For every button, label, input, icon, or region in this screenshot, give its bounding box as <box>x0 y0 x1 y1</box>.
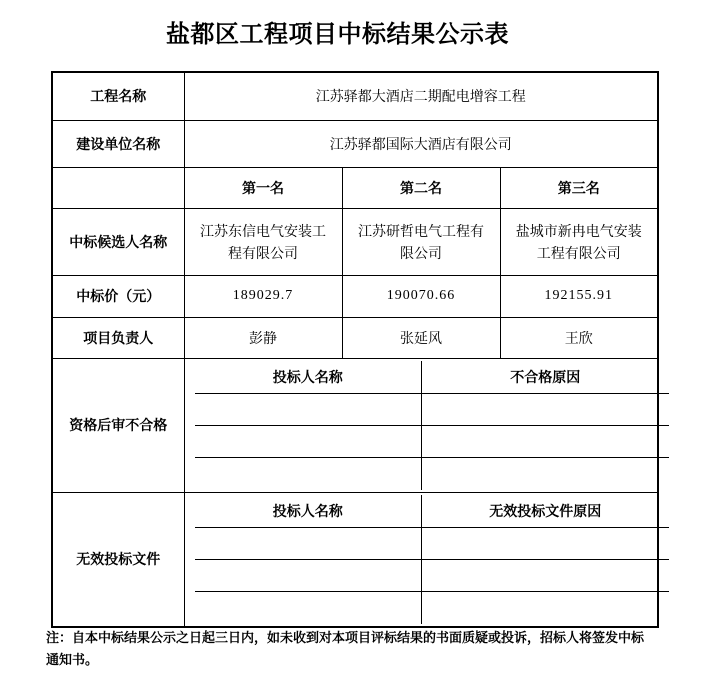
project-name-row <box>52 72 658 120</box>
empty-cell <box>422 592 669 624</box>
bid-results-table <box>51 71 659 628</box>
invalid-bidder-header: 投标人名称 <box>195 495 422 528</box>
empty-cell <box>195 394 422 426</box>
bid-price-third: 192155.91 <box>500 275 658 317</box>
candidates-row <box>52 208 658 275</box>
project-manager-label: 项目负责人 <box>52 317 184 358</box>
candidates-label: 中标候选人名称 <box>52 208 184 275</box>
bid-price-first: 189029.7 <box>184 275 342 317</box>
bid-price-row <box>52 275 658 317</box>
disqualified-header-row <box>195 361 669 394</box>
invalid-bid-subtable-cell <box>184 492 658 627</box>
ranking-empty-cell <box>52 167 184 208</box>
disqualified-label: 资格后审不合格 <box>52 358 184 492</box>
invalid-bid-label: 无效投标文件 <box>52 492 184 627</box>
manager-second: 张延风 <box>342 317 500 358</box>
empty-cell <box>195 458 422 490</box>
disqualified-empty-row <box>195 426 669 458</box>
project-manager-row <box>52 317 658 358</box>
owner-name-row <box>52 120 658 167</box>
owner-name-value: 江苏驿都国际大酒店有限公司 <box>184 120 658 167</box>
empty-cell <box>422 394 669 426</box>
project-name-value: 江苏驿都大酒店二期配电增容工程 <box>184 72 658 120</box>
empty-cell <box>195 528 422 560</box>
candidate-first: 江苏东信电气安装工程有限公司 <box>184 208 342 275</box>
empty-cell <box>195 426 422 458</box>
disqualified-section-row <box>52 358 658 492</box>
manager-third: 王欣 <box>500 317 658 358</box>
candidate-third: 盐城市新冉电气安装工程有限公司 <box>500 208 658 275</box>
invalid-bid-subtable <box>195 495 669 624</box>
candidate-second: 江苏研哲电气工程有限公司 <box>342 208 500 275</box>
invalid-bid-section-row <box>52 492 658 627</box>
empty-cell <box>195 592 422 624</box>
empty-cell <box>422 528 669 560</box>
invalid-bid-empty-row <box>195 528 669 560</box>
empty-cell <box>422 458 669 490</box>
rank-header-first: 第一名 <box>184 167 342 208</box>
footer-note: 注：自本中标结果公示之日起三日内，如未收到对本项目评标结果的书面质疑或投诉，招标人将签发中标通知书。 <box>46 630 645 667</box>
bid-price-second: 190070.66 <box>342 275 500 317</box>
disqualified-reason-header: 不合格原因 <box>422 361 669 394</box>
rank-header-second: 第二名 <box>342 167 500 208</box>
invalid-bid-header-row <box>195 495 669 528</box>
disqualified-bidder-header: 投标人名称 <box>195 361 422 394</box>
empty-cell <box>195 560 422 592</box>
page-title: 盐都区工程项目中标结果公示表 <box>166 21 509 48</box>
invalid-reason-header: 无效投标文件原因 <box>422 495 669 528</box>
owner-name-label: 建设单位名称 <box>52 120 184 167</box>
invalid-bid-empty-row <box>195 592 669 624</box>
rank-header-third: 第三名 <box>500 167 658 208</box>
project-name-label: 工程名称 <box>52 72 184 120</box>
disqualified-subtable <box>195 361 669 490</box>
disqualified-empty-row <box>195 458 669 490</box>
disqualified-subtable-cell <box>184 358 658 492</box>
empty-cell <box>422 426 669 458</box>
disqualified-empty-row <box>195 394 669 426</box>
bid-price-label: 中标价（元） <box>52 275 184 317</box>
ranking-header-row <box>52 167 658 208</box>
manager-first: 彭静 <box>184 317 342 358</box>
invalid-bid-empty-row <box>195 560 669 592</box>
empty-cell <box>422 560 669 592</box>
